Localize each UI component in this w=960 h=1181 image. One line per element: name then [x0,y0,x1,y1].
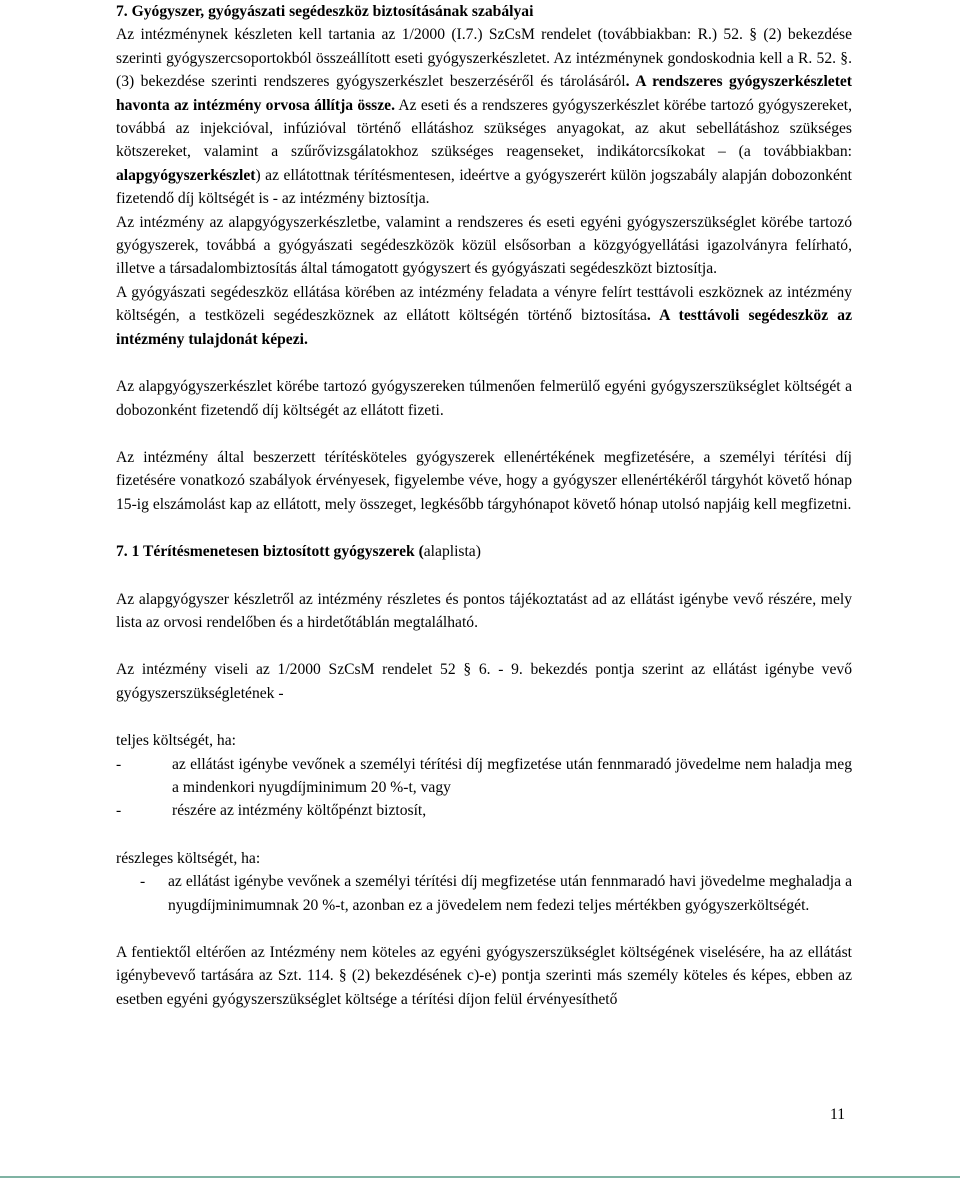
p1-text-a: Az intézménynek készleten kell tartania az 1/2000 (I.7.) SzCsM rendelet (továbbiakban: R.) 52. § (2) bekezdése szerinti gyógyszercsoportokból összeállított eseti gyógyszerkészletet. Az intézménynek gondoskodnia kell a R. 52. §. (3) bekezdése szerinti rendszeres gyógyszerkészlet beszerzéséről és tárolásáról [116,26,852,91]
document-page [116,0,852,1011]
list-text: az ellátást igénybe vevőnek a személyi térítési díj megfizetése után fennmaradó havi jövedelme meghaladja a nyugdíjminimumnak 20 %-t, azonban ez a jövedelem nem fedezi teljes mértékben gyógyszerköltségét. [168,873,852,914]
paragraph-aids [116,281,852,351]
p1-text-a-end: . [625,73,636,91]
section-title: 7. 1 Térítésmenetesen biztosított gyógyszerek ( [116,543,424,561]
p1-text-c: Az eseti és a rendszeres gyógyszerkészlet körébe tartozó gyógyszereket, továbbá az injekcióval, infúzióval történő ellátáshoz szükséges anyagokat, az akut sebellátáshoz szükséges kötszereket, valamint a szűrővizsgálatokhoz szükséges reagenseket, indikátorcsíkokat – (a továbbiakban: [116,96,853,161]
p1-text-bold: A rendszeres gyógyszerkészletet havonta az intézmény orvosa állítja össze. [116,73,853,114]
list-dash: - [116,755,122,773]
list-dash: - [140,873,146,891]
paragraph-payment: Az intézmény által beszerzett térítésköteles gyógyszerek ellenértékének megfizetésére, a személyi térítési díj fizetésére vonatkozó szabályok érvényesek, figyelembe véve, hogy a gyógyszer ellenértékéről tárgyhót követő hónap 15-ig elszámolást kap az ellátott, mely összeget, legkésőbb tárgyhónapot követő hónap utolsó napjáig kell megfizetni. [116,448,852,513]
partial-cost-label: részleges költségét, ha: [116,849,261,867]
p3-text-bold: . A testtávoli segédeszköz az intézmény tulajdonát képezi. [116,307,852,348]
p1-text-e: ) az ellátottnak térítésmentesen, ideértve a gyógyszerért külön jogszabály alapján dobozonként fizetendő díj költségét is - az intézmény biztosítja. [116,166,852,208]
section-heading [116,540,852,563]
list-item [116,753,852,800]
list-item [116,799,852,822]
paragraph-exception: A fentiektől eltérően az Intézmény nem köteles az egyéni gyógyszerszükséglet költségének viselésére, ha az ellátást igénybevevő tartására az Szt. 114. § (2) bekezdésének c)-e) pontja szerinti más személy köteles és képes, ebben az esetben egyéni gyógyszerszükséglet költsége a térítési díjon felül érvényesíthető [116,944,852,1008]
bottom-rule [0,1176,960,1178]
list-item [140,870,852,917]
full-cost-label: teljes költségét, ha: [116,732,236,750]
paragraph-cost: Az intézmény viseli az 1/2000 SzCsM rendelet 52 § 6. - 9. bekezdés pontja szerint az ellátást igénybe vevő gyógyszerszükségletének - [116,661,852,702]
paragraph-info: Az alapgyógyszer készletről az intézmény részletes és pontos tájékoztatást ad az ellátást igénybe vevő részére, mely lista az orvosi rendelőben és a hirdetőtáblán megtalálható. [116,590,852,631]
page-number: 11 [830,1106,846,1123]
list-text: az ellátást igénybe vevőnek a személyi térítési díj megfizetése után fennmaradó jövedelme nem haladja meg a mindenkori nyugdíjminimum 20 %-t, vagy [172,755,852,796]
p3-text-a: A gyógyászati segédeszköz ellátása körében az intézmény feladata a vényre felírt testtávoli eszköznek az intézmény költségén, a testközeli segédeszköznek az ellátott költségén történő biztosítása [116,283,852,325]
paragraph-supply: Az intézmény az alapgyógyszerkészletbe, valamint a rendszeres és eseti egyéni gyógyszerszükséglet körébe tartozó gyógyszerek, továbbá a gyógyászati segédeszközök közül elsősorban a közgyógyellátási igazolványra felírható, illetve a társadalombiztosítás által támogatott gyógyszert és gyógyászati segédeszközt biztosítja. [116,213,852,278]
section-title-end: ) [475,543,481,561]
paragraph-extra-need: Az alapgyógyszerkészlet körébe tartozó gyógyszereken túlmenően felmerülő egyéni gyógyszerszükséglet költségét a dobozonként fizetendő díj költségét az ellátott fizeti. [116,378,852,419]
p1-term-bold: alapgyógyszerkészlet [116,166,256,184]
partial-cost-list [116,870,852,917]
chapter-heading: 7. Gyógyszer, gyógyászati segédeszköz biztosításának szabályai [116,3,534,20]
list-text: részére az intézmény költőpénzt biztosít, [172,802,427,820]
paragraph-stock [116,23,852,210]
list-dash: - [116,802,122,820]
section-title-normal: alaplista [423,543,476,561]
